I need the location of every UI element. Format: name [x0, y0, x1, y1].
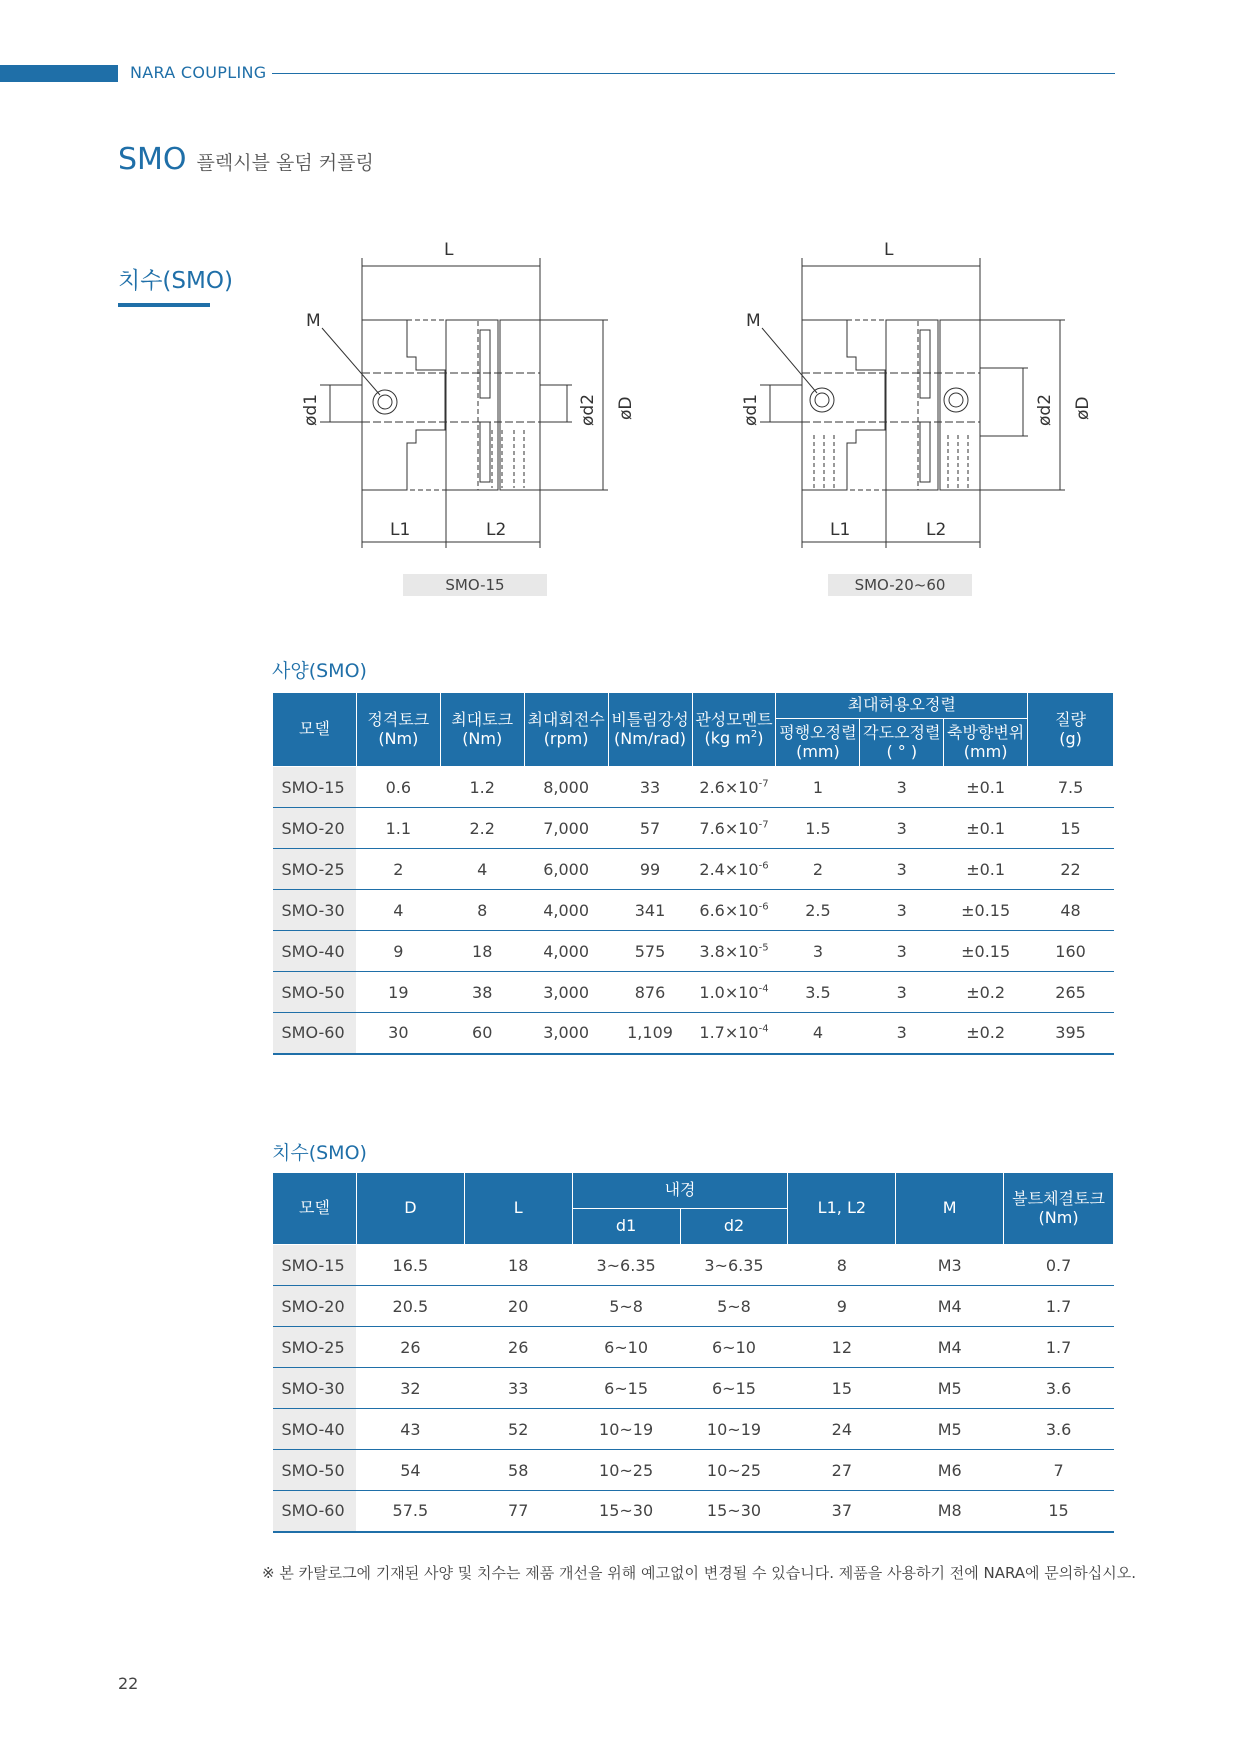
table-row: SMO-60 30 60 3,000 1,109 $1.7\times 10^{-4}$ 4 3 ±0.2 395 [273, 1013, 1114, 1054]
spec-header-parallel: 평행오정렬 (mm) [776, 719, 860, 767]
inertia-cell: $1.7\times 10^{-4}$ [692, 1013, 776, 1054]
inertia-cell: $2.6\times 10^{-7}$ [692, 767, 776, 808]
spec-header-rated-torque: 정격토크 (Nm) [356, 693, 440, 767]
table-row: SMO-30 4 8 4,000 341 $6.6\times 10^{-6}$ 2.5 3 ±0.15 48 [273, 890, 1114, 931]
dim-M-label: M [746, 311, 761, 331]
table-row: SMO-15 16.5 18 3~6.35 3~6.35 8 M3 0.7 [273, 1245, 1114, 1286]
table-row: SMO-50 54 58 10~25 10~25 27 M6 7 [273, 1450, 1114, 1491]
inertia-cell: $2.4\times 10^{-6}$ [692, 849, 776, 890]
dim-table-title: 치수(SMO) [272, 1142, 367, 1164]
spec-header-misalign-group: 최대허용오정렬 [776, 693, 1028, 719]
section-title: 치수(SMO) [118, 268, 233, 294]
drawing-smo-15 [270, 230, 670, 580]
brand-bar [0, 65, 118, 82]
drawing-smo-20-60 [710, 230, 1110, 580]
spec-header-axial: 축방향변위 (mm) [944, 719, 1028, 767]
dim-D-label: øD [1073, 396, 1093, 420]
dim-header-M: M [896, 1173, 1004, 1245]
header-rule [272, 73, 1115, 74]
dim-d2-label: ød2 [1035, 393, 1055, 426]
drawing-caption-right: SMO-20~60 [828, 574, 972, 596]
table-row: SMO-15 0.6 1.2 8,000 33 $2.6\times 10^{-7}$ 1 3 ±0.1 7.5 [273, 767, 1114, 808]
dim-table [272, 1172, 1114, 1533]
spec-header-max-speed: 최대회전수 (rpm) [524, 693, 608, 767]
table-row: SMO-25 26 26 6~10 6~10 12 M4 1.7 [273, 1327, 1114, 1368]
table-row: SMO-20 1.1 2.2 7,000 57 $7.6\times 10^{-7}$ 1.5 3 ±0.1 15 [273, 808, 1114, 849]
dim-header-bolt-torque: 볼트체결토크 (Nm) [1004, 1173, 1114, 1245]
dim-header-bore-group: 내경 [572, 1173, 788, 1209]
dim-header-model: 모델 [273, 1173, 357, 1245]
dim-header-D: D [356, 1173, 464, 1245]
spec-table [272, 692, 1114, 1055]
page-title [118, 142, 374, 177]
inertia-cell: $3.8\times 10^{-5}$ [692, 931, 776, 972]
table-row: SMO-40 9 18 4,000 575 $3.8\times 10^{-5}$ 3 3 ±0.15 160 [273, 931, 1114, 972]
dim-d1-label: ød1 [301, 393, 321, 426]
footnote: ※ 본 카탈로그에 기재된 사양 및 치수는 제품 개선을 위해 예고없이 변경될 수 있습니다. 제품을 사용하기 전에 NARA에 문의하십시오. [262, 1564, 1136, 1582]
dim-header-d1: d1 [572, 1209, 680, 1245]
spec-header-angular: 각도오정렬 ( ° ) [860, 719, 944, 767]
inertia-cell: $1.0\times 10^{-4}$ [692, 972, 776, 1013]
dim-L2-label: L2 [926, 520, 947, 540]
spec-header-inertia: 관성모멘트 (kg $m^2$) [692, 693, 776, 767]
dim-L1-label: L1 [390, 520, 411, 540]
table-row: SMO-30 32 33 6~15 6~15 15 M5 3.6 [273, 1368, 1114, 1409]
dim-header-L1L2: L1, L2 [788, 1173, 896, 1245]
inertia-cell: $7.6\times 10^{-7}$ [692, 808, 776, 849]
dim-M-label: M [306, 311, 321, 331]
spec-header-stiffness: 비틀림강성 (Nm/rad) [608, 693, 692, 767]
table-row: SMO-40 43 52 10~19 10~19 24 M5 3.6 [273, 1409, 1114, 1450]
drawing-caption-left: SMO-15 [403, 574, 547, 596]
spec-header-max-torque: 최대토크 (Nm) [440, 693, 524, 767]
dim-header-d2: d2 [680, 1209, 788, 1245]
dim-d2-label: ød2 [578, 393, 598, 426]
dim-header-L: L [464, 1173, 572, 1245]
dim-L2-label: L2 [486, 520, 507, 540]
dim-L1-label: L1 [830, 520, 851, 540]
brand-name: NARA COUPLING [130, 63, 267, 82]
product-name: 플렉시블 올덤 커플링 [196, 152, 374, 174]
table-row: SMO-20 20.5 20 5~8 5~8 9 M4 1.7 [273, 1286, 1114, 1327]
dim-D-label: øD [616, 396, 636, 420]
dim-L-label: L [884, 240, 894, 260]
dim-L-label: L [444, 240, 454, 260]
table-row: SMO-60 57.5 77 15~30 15~30 37 M8 15 [273, 1491, 1114, 1532]
dim-d1-label: ød1 [741, 393, 761, 426]
inertia-cell: $6.6\times 10^{-6}$ [692, 890, 776, 931]
table-row: SMO-50 19 38 3,000 876 $1.0\times 10^{-4}$ 3.5 3 ±0.2 265 [273, 972, 1114, 1013]
spec-header-model: 모델 [273, 693, 357, 767]
spec-table-title: 사양(SMO) [272, 660, 367, 682]
product-code: SMO [118, 142, 187, 177]
section-underline [118, 303, 210, 307]
table-row: SMO-25 2 4 6,000 99 $2.4\times 10^{-6}$ 2 3 ±0.1 22 [273, 849, 1114, 890]
page-number: 22 [118, 1674, 139, 1693]
spec-header-mass: 질량 (g) [1028, 693, 1114, 767]
